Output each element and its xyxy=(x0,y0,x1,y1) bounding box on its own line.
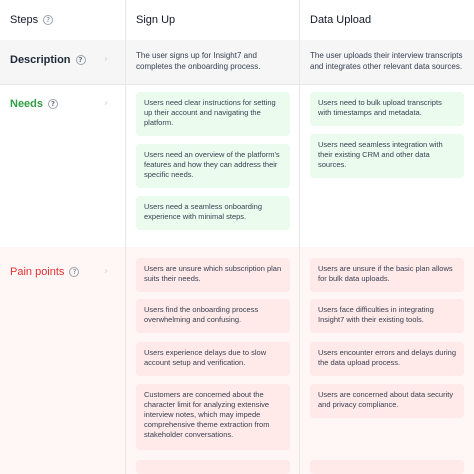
header-row xyxy=(0,0,474,40)
description-row-label xyxy=(10,54,86,66)
column-header-data-upload[interactable] xyxy=(310,0,371,40)
steps-header xyxy=(10,0,53,40)
pain-points-row-label xyxy=(10,266,79,278)
chevron-right-icon[interactable]: › xyxy=(104,54,108,65)
needs-card[interactable]: Users need a seamless onboarding experience with minimal steps. xyxy=(136,196,290,230)
pain-point-card[interactable]: Users are unsure if the basic plan allows for bulk data uploads. xyxy=(310,258,464,292)
help-icon[interactable]: ? xyxy=(43,15,53,25)
needs-row-label xyxy=(10,98,58,110)
help-icon[interactable]: ? xyxy=(48,99,58,109)
column-title: Sign Up xyxy=(136,14,176,26)
pain-point-card[interactable]: Users encounter errors and delays during the data upload process. xyxy=(310,342,464,376)
needs-card[interactable]: Users need to bulk upload transcripts with timestamps and metadata. xyxy=(310,92,464,126)
divider xyxy=(0,84,474,85)
help-icon[interactable]: ? xyxy=(69,267,79,277)
row-label-text: Pain points xyxy=(10,266,65,278)
needs-card[interactable]: Users need clear instructions for setting up their account and navigating the platform. xyxy=(136,92,290,136)
column-divider xyxy=(125,0,126,474)
steps-header-label: Steps xyxy=(10,14,39,26)
pain-point-card[interactable]: Users face difficulties in integrating Insight7 with their existing tools. xyxy=(310,299,464,333)
column-header-sign-up[interactable] xyxy=(136,0,175,40)
chevron-right-icon[interactable]: › xyxy=(104,266,108,277)
pain-point-card[interactable] xyxy=(310,460,464,474)
row-label-text: Description xyxy=(10,54,71,66)
pain-point-card[interactable]: Users are unsure which subscription plan suits their needs. xyxy=(136,258,290,292)
needs-card[interactable]: Users need seamless integration with their existing CRM and other data sources. xyxy=(310,134,464,178)
pain-point-card[interactable] xyxy=(136,460,290,474)
chevron-right-icon[interactable]: › xyxy=(104,98,108,109)
pain-point-card[interactable]: Users experience delays due to slow account setup and verification. xyxy=(136,342,290,376)
description-row xyxy=(0,40,474,84)
row-label-text: Needs xyxy=(10,98,44,110)
column-divider xyxy=(299,0,300,474)
description-data-upload[interactable]: The user uploads their interview transcripts and integrates other relevant data sources. xyxy=(310,51,463,71)
column-title: Data Upload xyxy=(310,14,372,26)
help-icon[interactable]: ? xyxy=(76,55,86,65)
pain-point-card[interactable]: Users are concerned about data security and privacy compliance. xyxy=(310,384,464,418)
pain-point-card[interactable]: Users find the onboarding process overwhelming and confusing. xyxy=(136,299,290,333)
needs-card[interactable]: Users need an overview of the platform's features and how they can address their specific needs. xyxy=(136,144,290,188)
description-sign-up[interactable]: The user signs up for Insight7 and completes the onboarding process. xyxy=(136,51,261,71)
pain-point-card[interactable]: Customers are concerned about the character limit for analyzing extensive interview notes, which may impede comprehensive theme extraction from stakeholder conversations. xyxy=(136,384,290,450)
